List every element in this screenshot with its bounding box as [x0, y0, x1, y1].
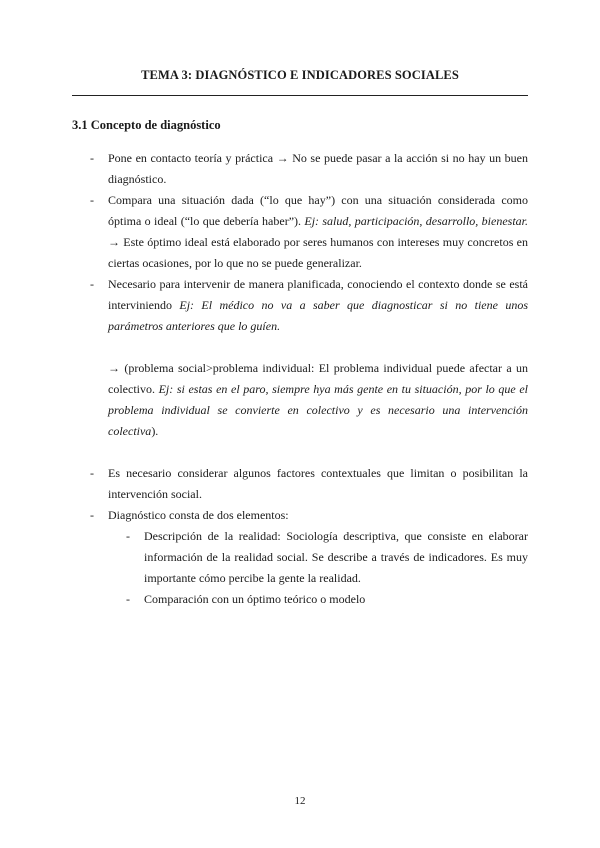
list-item-text: Necesario para intervenir de manera planificada, conociendo el contexto donde se está interviniendo [108, 277, 528, 312]
list-item-text: Compara una situación dada (“lo que hay”) con una situación considerada como óptima o ideal (“lo que debería haber”). [108, 193, 528, 228]
bullet-dash: - [90, 466, 94, 480]
list-item [72, 505, 528, 526]
list-item [72, 274, 528, 337]
list-item [72, 190, 528, 274]
note-text: → (problema social>problema individual: El problema individual puede afectar a un colectivo. [108, 361, 528, 396]
section-heading: 3.1 Concepto de diagnóstico [72, 118, 221, 132]
note-paragraph [72, 358, 528, 442]
page-title: TEMA 3: DIAGNÓSTICO E INDICADORES SOCIALES [141, 68, 459, 82]
list-item [72, 148, 528, 190]
example-text: Ej: salud, participación, desarrollo, bienestar. [304, 214, 528, 228]
page-number: 12 [294, 795, 306, 807]
sub-list-item-text: Descripción de la realidad: Sociología descriptiva, que consiste en elaborar información de la realidad social. Se describe a través de indicadores. Es muy importante cómo percibe la gente la realidad. [144, 529, 528, 585]
document-body [72, 148, 528, 610]
bullet-dash: - [90, 193, 94, 207]
title-divider [72, 95, 528, 96]
sub-list-item [72, 526, 528, 589]
example-text: Ej: El médico no va a saber que diagnosticar si no tiene unos parámetros anteriores que lo guíen. [108, 298, 528, 333]
sub-list-item [72, 589, 528, 610]
note-text: ). [151, 424, 159, 438]
list-item-text: Es necesario considerar algunos factores contextuales que limitan o posibilitan la intervención social. [108, 466, 528, 501]
example-text: Ej: si estas en el paro, siempre hya más gente en tu situación, por lo que el problema individual se convierte en colectivo y es necesario una intervención colectiva [108, 382, 529, 438]
spacer [72, 442, 528, 463]
list-item-text: Pone en contacto teoría y práctica → No se puede pasar a la acción si no hay un buen diagnóstico. [108, 151, 528, 186]
bullet-dash: - [90, 277, 94, 291]
bullet-dash: - [90, 151, 94, 165]
bullet-dash: - [126, 529, 130, 543]
sub-list-item-text: Comparación con un óptimo teórico o modelo [144, 592, 366, 606]
bullet-dash: - [126, 592, 130, 606]
list-item [72, 463, 528, 505]
list-item-text: Diagnóstico consta de dos elementos: [108, 508, 289, 522]
list-item-text: → Este óptimo ideal está elaborado por seres humanos con intereses muy concretos en ciertas ocasiones, por lo que no se puede generalizar. [108, 235, 528, 270]
bullet-dash: - [90, 508, 94, 522]
